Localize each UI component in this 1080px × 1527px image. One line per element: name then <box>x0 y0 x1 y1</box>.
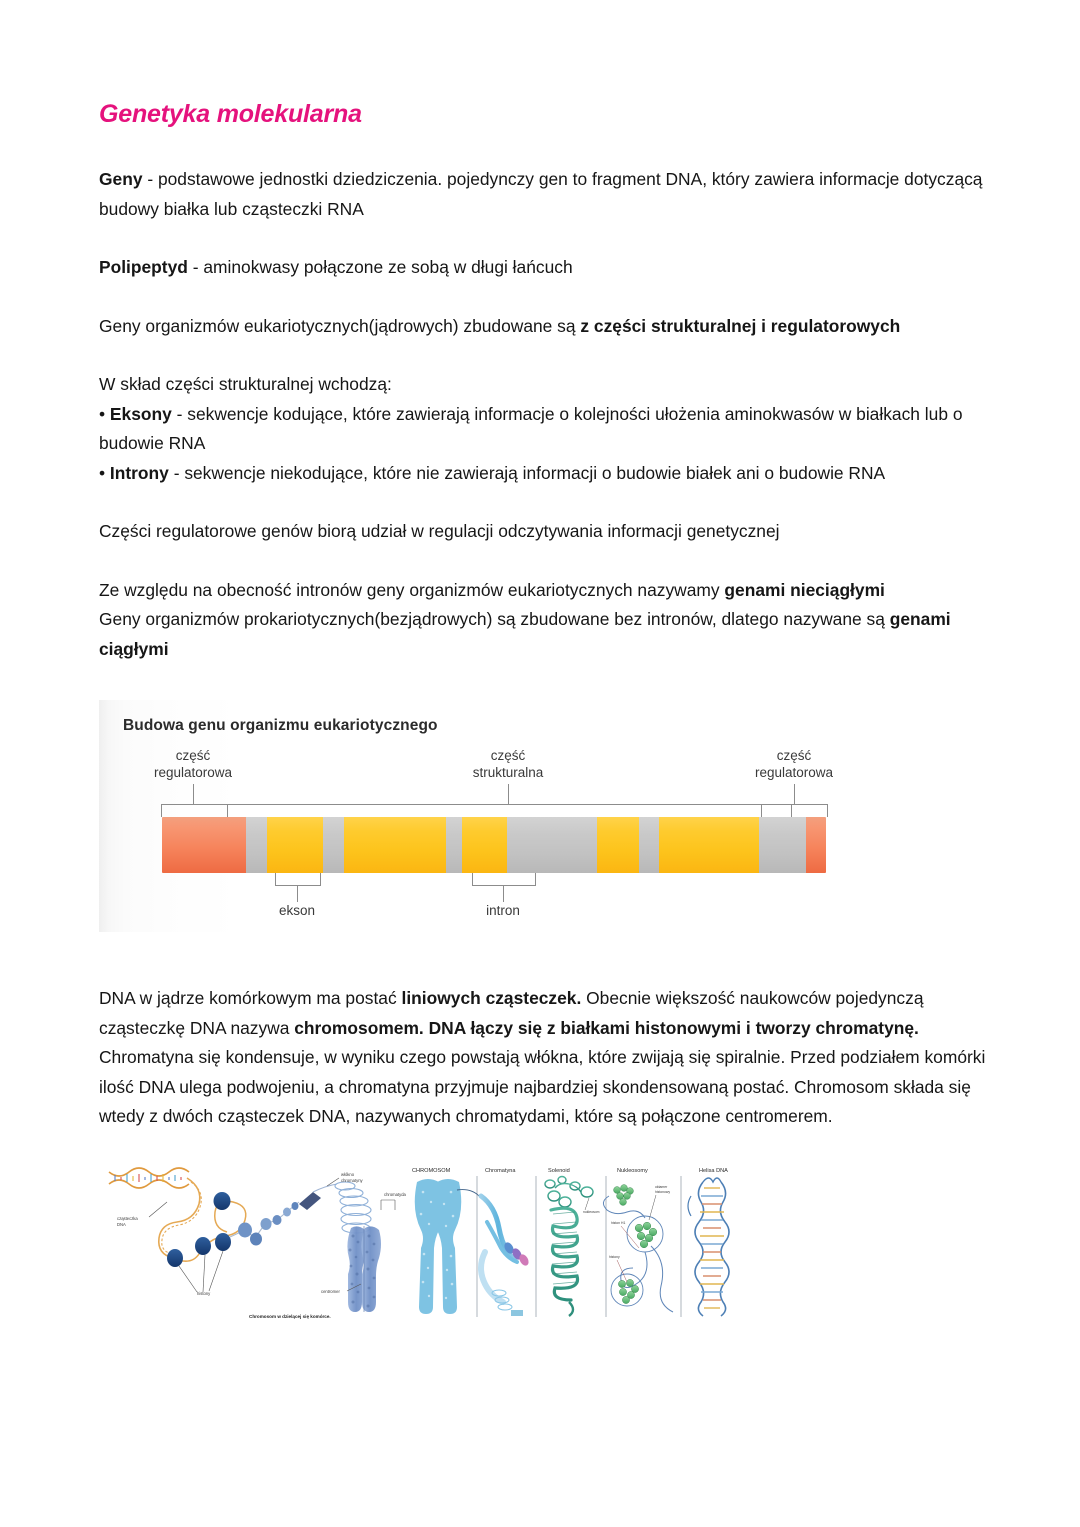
dna-bold-1: liniowych cząsteczek. <box>401 988 582 1008</box>
paragraph-geny-text: - podstawowe jednostki dziedziczenia. pojedynczy gen to fragment DNA, który zawiera informacje dotyczącą budowy białka lub cząsteczki RNA <box>99 169 983 219</box>
nieciagle-text: Ze względu na obecność intronów geny organizmów eukariotycznych nazywamy <box>99 579 725 600</box>
nieciagle-bold: genami nieciągłymi <box>724 579 885 600</box>
label-fiber-line2: chromatyny <box>341 1177 363 1183</box>
figure-gene-label-left-line1: część <box>175 748 211 763</box>
paragraph-regulatorowe: Części regulatorowe genów biorą udział w regulacji odczytywania informacji genetycznej <box>99 521 780 541</box>
figure-gene-label-left-line2: regulatorowa <box>153 764 233 780</box>
figure-gene-label-intron: intron <box>486 903 520 918</box>
bullet-eksony <box>99 404 963 454</box>
dna-bold-3: DNA łączy się z białkami histonowymi i tworzy chromatynę. <box>428 1017 919 1038</box>
panel-title-chromosom: CHROMOSOM <box>412 1167 451 1174</box>
gene-segment-intron <box>446 817 462 873</box>
leader-line-left <box>193 784 194 804</box>
term-introny: Introny <box>109 462 169 483</box>
figure-gene-label-right <box>729 748 859 781</box>
gene-segment-regulatory <box>806 817 826 873</box>
gene-segment-regulatory <box>162 817 246 873</box>
panel-title-solenoid: Solenoid <box>548 1167 570 1174</box>
gene-segment-intron <box>639 817 659 873</box>
bracket-regulatory-left <box>161 804 228 817</box>
paragraph-eukariotyczne <box>99 312 989 342</box>
gene-bar <box>162 817 826 873</box>
panel-title-helisa: Helisa DNA <box>699 1167 728 1174</box>
histone-bead <box>214 1192 231 1210</box>
paragraph-geny-nieciagle <box>99 576 989 665</box>
label-dna-molecule-line1: cząsteczka <box>117 1215 138 1221</box>
gene-segment-exon <box>344 817 446 873</box>
ciagle-bold: genami ciągłymi <box>99 609 951 659</box>
figure-gene-label-left <box>128 748 258 781</box>
gene-segment-exon <box>267 817 323 873</box>
sublabel-octamer-line1: oktamer <box>655 1184 668 1189</box>
label-centromere: centromer <box>321 1288 340 1294</box>
paragraph-geny <box>99 165 989 224</box>
sublabel-histon-h1: histon H1 <box>611 1220 626 1225</box>
term-geny: Geny <box>99 169 143 189</box>
dna-bold-2: chromosomem. <box>294 1017 424 1038</box>
ciagle-text: Geny organizmów prokariotycznych(bezjądrowych) są zbudowane bez intronów, dlatego nazywane są <box>99 609 890 629</box>
bullet-marker-introny: • <box>99 462 110 483</box>
label-fiber-line1: włókno <box>341 1171 355 1177</box>
label-chromatid: chromatyda <box>384 1191 406 1197</box>
dna-text-2: Obecnie większość naukowców pojedynczą cząsteczkę DNA nazywa <box>99 988 924 1038</box>
bracket-intron <box>472 873 536 886</box>
figure-gene-label-mid-line1: część <box>490 748 526 763</box>
figure-chromatin-caption: Chromosom w dzielącej się komórce. <box>249 1313 331 1319</box>
bullet-marker-eksony: • <box>99 403 110 424</box>
figure-gene-label-right-line1: część <box>776 748 812 763</box>
chromatin-svg <box>99 1162 764 1322</box>
figure-gene-structure <box>99 700 837 932</box>
paragraph-polipeptyd-text: - aminokwasy połączone ze sobą w długi łańcuch <box>187 257 573 277</box>
bracket-structural <box>227 804 792 817</box>
label-dna-molecule-line2: DNA <box>117 1221 126 1227</box>
histone-bead <box>195 1237 211 1255</box>
gene-segment-exon <box>462 817 507 873</box>
bullet-eksony-text: - sekwencje kodujące, które zawierają informacje o kolejności ułożenia aminokwasów w białkach lub o budowie RNA <box>99 403 963 453</box>
bracket-regulatory-right <box>761 804 828 817</box>
paragraph-sklad <box>99 370 989 488</box>
panel-title-chromatyna: Chromatyna <box>485 1167 516 1174</box>
sublabel-histony: histony <box>609 1254 620 1259</box>
bracket-exon <box>275 873 321 886</box>
leader-line-right <box>794 784 795 804</box>
gene-segment-intron <box>323 817 344 873</box>
histone-bead <box>215 1233 231 1251</box>
paragraph-eukariotyczne-bold: z części strukturalnej i regulatorowych <box>580 315 901 336</box>
figure-gene-label-right-line2: regulatorowa <box>754 764 834 780</box>
gene-segment-exon <box>659 817 759 873</box>
sublabel-nukleosom: nukleosom <box>583 1209 600 1214</box>
histone-bead <box>167 1249 183 1267</box>
document-content <box>99 100 989 1322</box>
figure-gene-label-mid <box>443 748 573 781</box>
dna-text-4: Chromatyna się kondensuje, w wyniku czego powstają włókna, które zwijają się spiralnie. Przed podziałem komórki ilość DNA ulega podwojeniu, a chromatyna przyjmuje najbardziej skondensowaną postać. Chromosom składa się wtedy z dwóch cząsteczek DNA, nazywanych chromatydami, które są połączone centromerem. <box>99 1047 986 1126</box>
leader-line-exon <box>297 885 298 902</box>
figure-gene-title: Budowa genu organizmu eukariotycznego <box>123 717 438 734</box>
metaphase-chromosome <box>347 1226 381 1312</box>
term-polipeptyd: Polipeptyd <box>99 257 188 277</box>
sklad-intro: W skład części strukturalnej wchodzą: <box>99 374 392 394</box>
gene-segment-exon <box>597 817 639 873</box>
leader-line-mid <box>508 784 509 804</box>
sublabel-octamer-line2: histonowy <box>655 1189 671 1194</box>
term-eksony: Eksony <box>109 403 172 424</box>
panel-title-nukleosomy: Nukleosomy <box>617 1167 648 1174</box>
paragraph-dna-chromatyna <box>99 984 989 1132</box>
figure-chromatin-condensation <box>99 1162 764 1322</box>
bullet-introny-text: - sekwencje niekodujące, które nie zawierają informacji o budowie białek ani o budowie RNA <box>168 462 886 483</box>
bullet-introny <box>99 463 885 483</box>
paragraph-polipeptyd <box>99 253 989 283</box>
leader-line-intron <box>503 885 504 902</box>
gene-segment-intron <box>507 817 597 873</box>
label-histony: histony <box>197 1290 211 1296</box>
figure-gene-label-exon: ekson <box>278 903 316 918</box>
paragraph-eukariotyczne-text: Geny organizmów eukariotycznych(jądrowych) zbudowane są <box>99 315 581 336</box>
figure-gene-label-mid-line2: strukturalna <box>472 764 544 780</box>
dna-text-1: DNA w jądrze komórkowym ma postać <box>99 988 402 1008</box>
page-title: Genetyka molekularna <box>99 100 362 128</box>
gene-segment-intron <box>759 817 806 873</box>
gene-segment-intron <box>246 817 267 873</box>
